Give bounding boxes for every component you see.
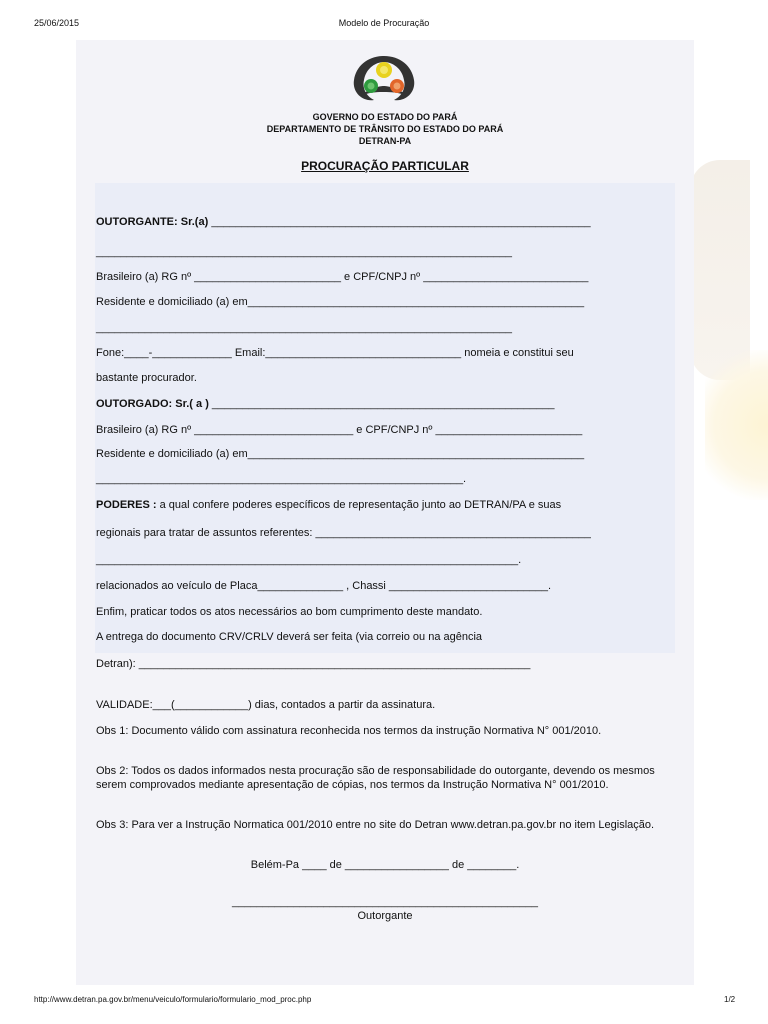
outorgado-field[interactable]: ________________________________________________________ <box>208 398 555 410</box>
org-government: GOVERNO DO ESTADO DO PARÁ <box>312 112 458 122</box>
entrega-text: A entrega do documento CRV/CRLV deverá ser feita (via correio ou na agência <box>96 631 483 643</box>
detran-agency-field[interactable]: Detran): ________________________________________________________________ <box>96 658 531 670</box>
outorgante-label: OUTORGANTE: Sr.(a) <box>96 216 209 228</box>
outorgado-rg-cpf[interactable]: Brasileiro (a) RG nº __________________________ e CPF/CNPJ nº ________________________ <box>96 424 583 436</box>
background-decoration-glow <box>705 350 768 500</box>
outorgante-field-continued[interactable]: ____________________________________________________________________ <box>96 246 513 258</box>
page-footer-number: 1/2 <box>724 995 736 1004</box>
poderes-text: a qual confere poderes específicos de representação junto ao DETRAN/PA e suas <box>156 499 562 511</box>
page-footer-url: http://www.detran.pa.gov.br/menu/veiculo/formulario/formulario_mod_proc.php <box>34 995 312 1004</box>
regionais-field[interactable]: regionais para tratar de assuntos referentes: _____________________________________________ <box>96 527 591 539</box>
outorgante-fone-email[interactable]: Fone:____-_____________ Email:________________________________ nomeia e constitui seu <box>96 347 574 359</box>
outorgante-field[interactable]: ______________________________________________________________ <box>208 216 591 228</box>
outorgado-residente[interactable]: Residente e domiciliado (a) em_______________________________________________________ <box>96 448 585 460</box>
outorgante-residente[interactable]: Residente e domiciliado (a) em_______________________________________________________ <box>96 296 585 308</box>
signature-label: Outorgante <box>357 910 413 922</box>
background-decoration <box>690 160 750 380</box>
org-acronym: DETRAN-PA <box>358 136 412 146</box>
document-title: PROCURAÇÃO PARTICULAR <box>301 159 469 173</box>
outorgado-line <box>96 398 555 410</box>
outorgante-line <box>96 216 591 228</box>
poderes-line <box>96 499 561 511</box>
outorgado-endereco-continued[interactable]: ____________________________________________________________. <box>96 473 467 485</box>
page-header-date: 25/06/2015 <box>34 18 80 28</box>
enfim-text: Enfim, praticar todos os atos necessários ao bom cumprimento deste mandato. <box>96 606 483 618</box>
poderes-label: PODERES : <box>96 499 157 511</box>
obs-2: Obs 2: Todos os dados informados nesta procuração são de responsabilidade do outorgante, devendo os mesmos serem comprovados mediante apresentação de cópias, nos termos da Instrução Normativa N° 001/2010. <box>96 765 655 791</box>
outorgante-rg-cpf[interactable]: Brasileiro (a) RG nº ________________________ e CPF/CNPJ nº ___________________________ <box>96 271 589 283</box>
validade-field[interactable]: VALIDADE:___(____________) dias, contados a partir da assinatura. <box>96 699 436 711</box>
org-department: DEPARTAMENTO DE TRÂNSITO DO ESTADO DO PARÁ <box>266 124 504 134</box>
detran-logo-icon <box>346 52 422 104</box>
obs-1: Obs 1: Documento válido com assinatura reconhecida nos termos da instrução Normativa N° 001/2010. <box>96 725 602 737</box>
assuntos-field-continued[interactable]: _____________________________________________________________________. <box>96 554 522 566</box>
obs-3: Obs 3: Para ver a Instrução Normatica 001/2010 entre no site do Detran www.detran.pa.gov.br no item Legislação. <box>96 819 655 831</box>
outorgante-endereco-continued[interactable]: ____________________________________________________________________ <box>96 322 513 334</box>
outorgado-label: OUTORGADO: Sr.( a ) <box>96 398 209 410</box>
signature-line[interactable]: __________________________________________________ <box>232 896 538 908</box>
local-data-field[interactable]: Belém-Pa ____ de _________________ de ________. <box>250 859 520 871</box>
bastante-procurador: bastante procurador. <box>96 372 197 384</box>
placa-chassi-field[interactable]: relacionados ao veículo de Placa______________ , Chassi __________________________. <box>96 580 552 592</box>
page-header-title: Modelo de Procuração <box>338 18 430 28</box>
